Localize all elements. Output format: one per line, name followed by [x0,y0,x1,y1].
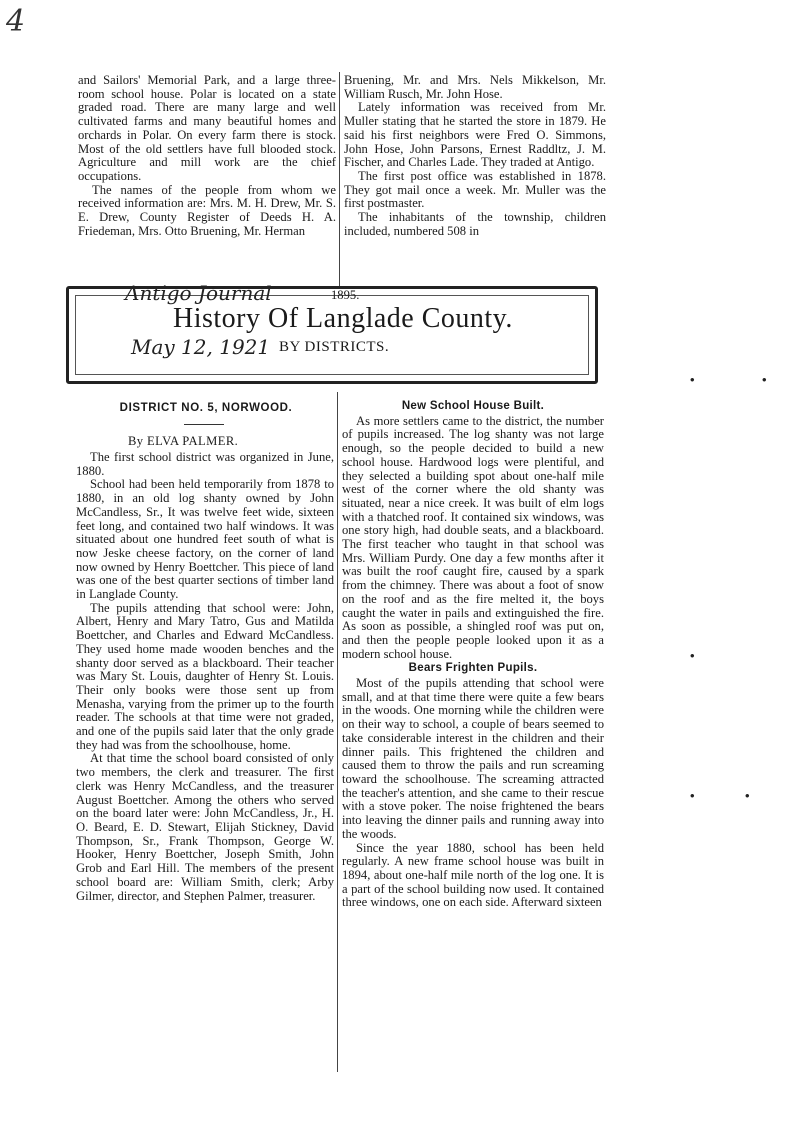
section-heading-bears: Bears Frighten Pupils. [408,662,538,675]
continued-left-column [78,74,336,238]
handwritten-date-note: May 12, 1921 [131,335,271,359]
byline: By ELVA PALMER. [128,434,239,448]
scan-mark-dot: • [690,648,695,663]
continued-left-paragraph: and Sailors' Memorial Park, and a large three-room school house. Polar is located on a state graded road. There are many large and well cultivated farms and many beautiful homes and orchards in Polar. On every farm there is stock. Most of the old settlers have full blooded stock. Agriculture and mill work are the chief occupations. [78,73,336,183]
article-paragraph: As more settlers came to the district, the number of pupils increased. The log shanty was not large enough, so the people decided to build a new school house. Hardwood logs were plentiful, and they selected a building spot about one-half mile west of the corner where the old shanty was situated, near a nice creek. It was built of elm logs with a thatched roof. It contained six windows, was one story high, had double seats, and a blackboard. The first teacher who taught in that school was Mrs. William Purdy. One day a few months after it was built the roof caught fire, caused by a spark from the chimney. There was about a foot of snow on the roof and as the fire melted it, the boys caught the water in pails and extinguished the fire. As soon as possible, a shingled roof was put on, and then the people people looked upon it as a modern school house. [342,413,604,661]
headline: History Of Langlade County. [173,303,513,334]
article-paragraph: Since the year 1880, school has been held regularly. A new frame school house was built in 1894, about one-half mile north of the log one. It is a part of the school building now used. It contained three windows, one on each side. Afterward sixteen [342,840,604,910]
article-paragraph: The pupils attending that school were: John, Albert, Henry and Mary Tatro, Gus and Matilda Boettcher, and Charles and Edward McCandless. They used home made wooden benches and the shanty door served as a blackboard. Their teacher was Mary St. Louis, daughter of Henry St. Louis. Their only books were those sent up from Menasha, varying from the primer up to the fourth reader. The schools at that time were not graded, and one of the pupils said later that the only grade they had was from the schoolhouse, home. [76,600,334,752]
scan-mark-dot: • [690,788,695,803]
scan-mark-dot: • [690,372,695,387]
article-paragraph: At that time the school board consisted of only two members, the clerk and treasurer. The first clerk was Henry McCandless, and the treasurer August Boettcher. Among the others who served on the board later were: John McCandless, Jr., H. O. Beard, E. D. Stewart, Elijah Stickney, David Thompson, Sr., Frank Thompson, George W. Hooker, Henry Boettcher, Joseph Smith, John Grob and Earl Hill. The members of the present school board are: William Smith, clerk; Arby Gilmer, director, and Stephen Palmer, treasurer. [76,751,334,903]
continued-left-paragraph: The names of the people from whom we received information are: Mrs. M. H. Drew, Mr. S. E. Drew, County Register of Deeds H. A. Friedeman, Mrs. Otto Bruening, Mr. Herman [78,182,336,238]
continued-right-column [344,74,606,238]
column-divider-top [339,72,340,286]
headline-banner [66,281,598,384]
scan-mark-dot: • [745,788,750,803]
article-paragraph: Most of the pupils attending that school were small, and at that time there were quite a few bears in the woods. One morning while the children were on their way to school, a couple of bears seemed to take considerable interest in the children and their dinner pails. This frightened the children and caused them to throw the pails and run screaming toward the schoolhouse. The screaming attracted the teacher's attention, and she came to their rescue with a stove poker. The noise frightened the bears into leaving the dinner pails and running away into the woods. [342,676,604,841]
continued-right-paragraph: Lately information was received from Mr. Muller stating that he started the store in 1879. He said his first neighbors were Fred O. Simmons, John Hose, John Parsons, Ernest Raddltz, J. M. Fischer, and Charles Lade. They traded at Antigo. [344,100,606,170]
continued-tail-text: 1895. [331,288,360,302]
continued-right-paragraph: Bruening, Mr. and Mrs. Nels Mikkelson, Mr. William Rusch, Mr. John Hose. [344,73,606,101]
continued-right-paragraph: The inhabitants of the township, children included, numbered 508 in [344,210,606,238]
title-rule [184,424,224,425]
section-heading-new-school: New School House Built. [401,400,545,412]
article-paragraph: The first school district was organized in June, 1880. [76,450,334,478]
district-title: DISTRICT NO. 5, NORWOOD. [119,402,293,414]
scan-mark-dot: • [762,372,767,387]
continued-right-paragraph: The first post office was established in 1878. They got mail once a week. Mr. Muller was the first postmaster. [344,168,606,211]
subheadline: BY DISTRICTS. [279,339,390,355]
article-paragraph: School had been held temporarily from 1878 to 1880, in an old log shanty owned by John McCandless, Sr., It was twelve feet wide, sixteen feet long, and contained two half windows. It was situated about one hundred feet south of what is now Jeske cheese factory, on the corner of land now owned by Henry Boettcher. This piece of land was one of the best quarter sections of timber land in Langlade County. [76,477,334,602]
article-left-column [76,451,334,903]
page-number: 4 [6,4,26,39]
column-divider-bottom [337,392,338,1072]
article-right-column [342,399,604,910]
handwritten-source-note: Antigo Journal [125,281,272,305]
